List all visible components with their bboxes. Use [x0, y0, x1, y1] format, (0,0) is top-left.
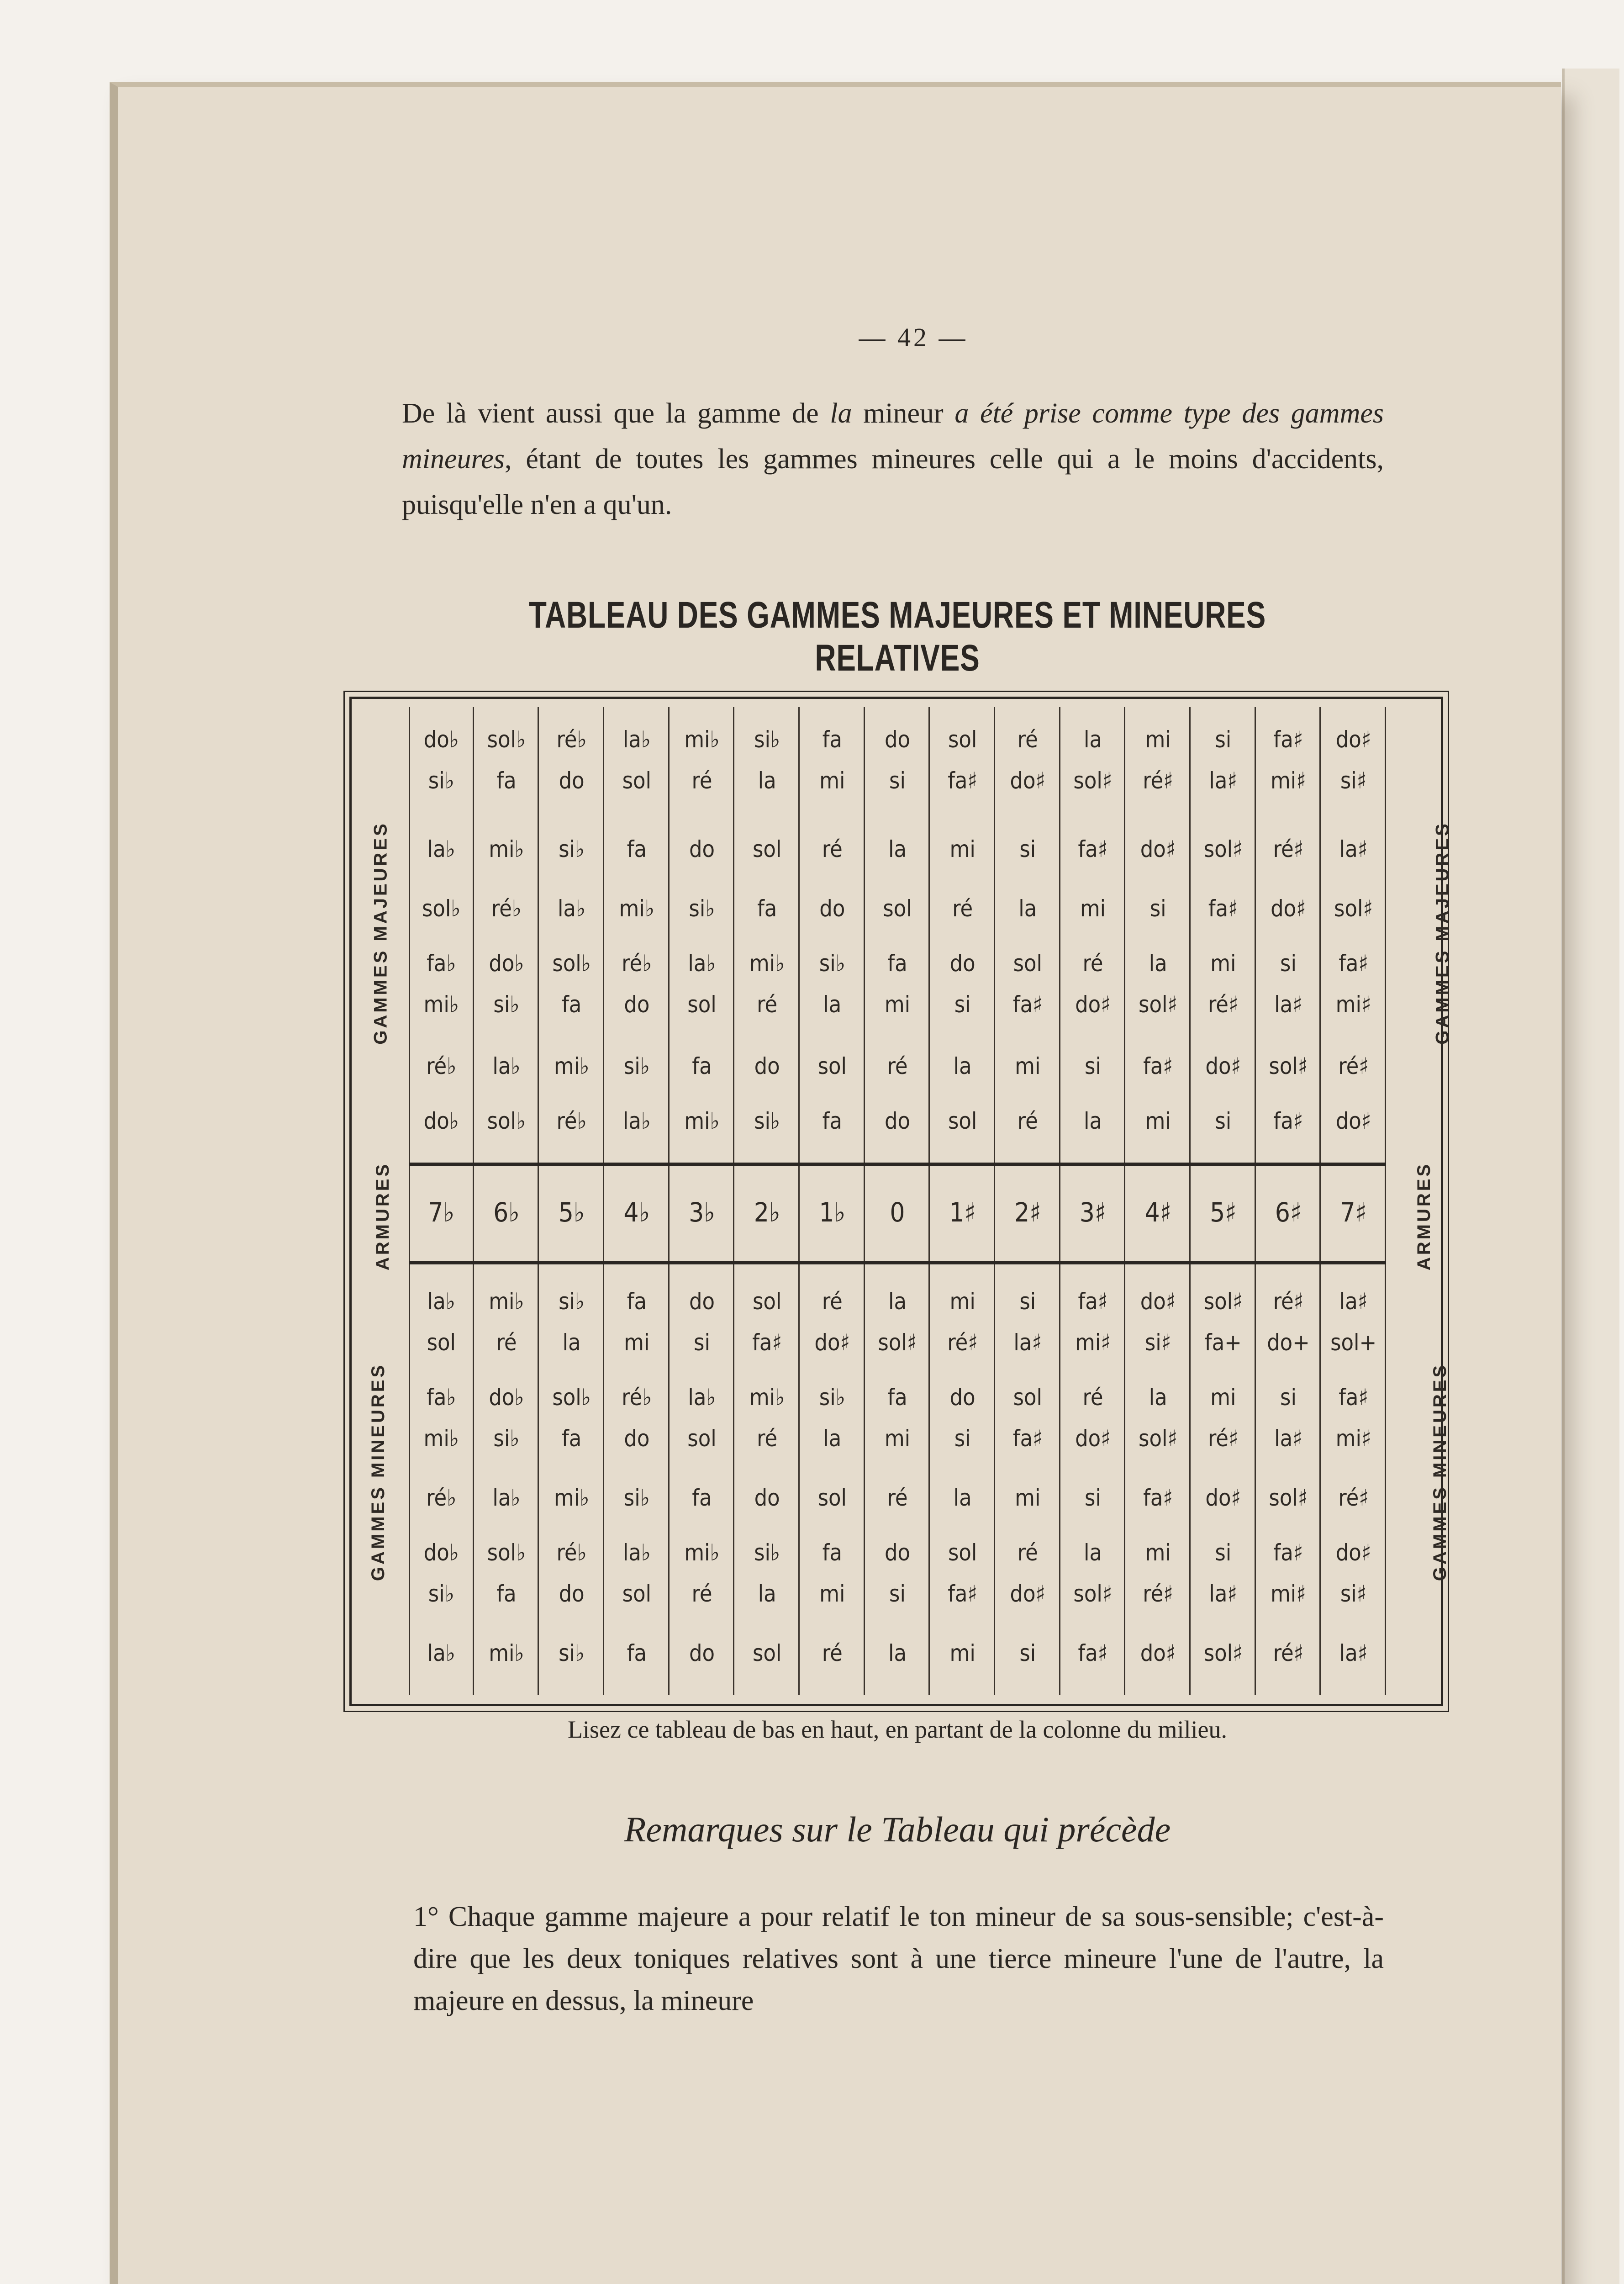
major-rows-row [409, 726, 1386, 767]
note-cell: do♯ [1271, 895, 1306, 922]
note-cell: mi♭ [423, 991, 459, 1018]
remark-paragraph-1: 1° Chaque gamme majeure a pour relatif le ton mineur de sa sous-sensible; c'est-à-dire que les deux toniques relatives sont à une tierce mineure l'une de l'autre, la majeure en dessus, la mineure [413, 1901, 1384, 2016]
note-cell: sol♯ [1139, 991, 1178, 1018]
note-cell: sol [948, 1539, 977, 1566]
note-cell: do+ [1267, 1329, 1310, 1356]
note-cell: fa [627, 1640, 647, 1666]
major-rows-row [409, 1053, 1386, 1108]
note-cell: la♯ [1339, 1288, 1368, 1315]
note-cell: fa♯ [948, 767, 978, 794]
intro-paragraph [402, 391, 1384, 528]
note-cell: la [823, 991, 842, 1018]
note-cell: la [888, 1288, 907, 1315]
major-rows-row [409, 895, 1386, 950]
note-cell: 6♭ [493, 1197, 520, 1228]
note-cell: la [1149, 950, 1167, 977]
note-cell: si♭ [493, 991, 520, 1018]
note-cell: do [819, 895, 845, 922]
note-cell: ré [1017, 1108, 1038, 1134]
note-cell: si [1280, 1384, 1297, 1411]
note-cell: sol [622, 767, 652, 794]
note-cell: do [559, 767, 585, 794]
minor-scales-block [409, 1288, 1386, 1686]
note-cell: mi♭ [619, 895, 655, 922]
note-cell: si [1215, 1108, 1232, 1134]
note-cell: la [1083, 726, 1102, 753]
minor-rows-row [409, 1425, 1386, 1485]
note-cell: ré [887, 1485, 908, 1511]
note-cell: fa♯ [1143, 1485, 1173, 1511]
note-cell: do [624, 1425, 650, 1452]
note-cell: ré♯ [1273, 1640, 1304, 1666]
note-cell: mi [1015, 1485, 1041, 1511]
note-cell: mi♯ [1075, 1329, 1111, 1356]
note-cell: mi [819, 767, 845, 794]
note-cell: la♭ [492, 1485, 521, 1511]
note-cell: mi [819, 1581, 845, 1607]
note-cell: fa [692, 1053, 712, 1079]
note-cell: do♯ [1075, 991, 1111, 1018]
note-cell: mi♭ [489, 1640, 524, 1666]
note-cell: la♯ [1339, 1640, 1368, 1666]
intro-text-3: mineur [852, 398, 955, 429]
note-cell: sol♯ [1139, 1425, 1178, 1452]
note-cell: mi [1015, 1053, 1041, 1079]
minor-rows-row [409, 1581, 1386, 1640]
note-cell: sol♯ [1073, 1581, 1113, 1607]
note-cell: ré♭ [426, 1485, 457, 1511]
note-cell: si [1149, 895, 1166, 922]
note-cell: do [689, 1288, 715, 1315]
note-cell: fa [822, 726, 843, 753]
table-separator-top [409, 1163, 1386, 1166]
note-cell: fa♯ [1078, 1640, 1108, 1666]
note-cell: mi [1210, 950, 1236, 977]
note-cell: 4♭ [623, 1197, 650, 1228]
note-cell: ré [1082, 950, 1103, 977]
note-cell: sol [948, 1108, 977, 1134]
note-cell: si [1085, 1485, 1101, 1511]
note-cell: si♭ [428, 1581, 454, 1607]
note-cell: do [624, 991, 650, 1018]
note-cell: mi [1080, 895, 1106, 922]
minor-rows-row [409, 1288, 1386, 1329]
note-cell: fa+ [1204, 1329, 1242, 1356]
note-cell: fa♯ [1273, 1108, 1303, 1134]
note-cell: ré♯ [1338, 1485, 1369, 1511]
note-cell: sol [752, 1288, 782, 1315]
note-cell: 4♯ [1144, 1197, 1171, 1228]
note-cell: la♭ [427, 1288, 455, 1315]
note-cell: ré [1082, 1384, 1103, 1411]
note-cell: sol♭ [422, 895, 461, 922]
note-cell: si [694, 1329, 710, 1356]
note-cell: fa♯ [1078, 836, 1108, 862]
note-cell: mi♯ [1335, 991, 1371, 1018]
note-cell: ré [822, 836, 843, 862]
note-cell: sol♯ [878, 1329, 917, 1356]
note-cell: si [954, 991, 971, 1018]
note-cell: si♭ [623, 1485, 650, 1511]
major-rows-row [409, 950, 1386, 991]
note-cell: mi♭ [749, 1384, 785, 1411]
note-cell: mi [949, 836, 975, 862]
minor-rows-row [409, 1640, 1386, 1686]
note-cell: mi [949, 1640, 975, 1666]
note-cell: do♯ [1205, 1485, 1241, 1511]
note-cell: sol+ [1330, 1329, 1377, 1356]
note-cell: la [888, 1640, 907, 1666]
note-cell: si♯ [1340, 1581, 1367, 1607]
note-cell: la♭ [688, 950, 716, 977]
note-cell: fa♯ [1012, 991, 1043, 1018]
note-cell: sol♭ [552, 950, 591, 977]
note-cell: fa♯ [1078, 1288, 1108, 1315]
note-cell: 7♭ [428, 1197, 455, 1228]
note-cell: la♯ [1274, 991, 1302, 1018]
side-label-armures-right: ARMURES [1414, 1162, 1434, 1271]
note-cell: 3♭ [689, 1197, 715, 1228]
note-cell: si [1019, 1640, 1036, 1666]
note-cell: si [1215, 726, 1232, 753]
note-cell: fa♯ [1012, 1425, 1043, 1452]
note-cell: la♭ [492, 1053, 521, 1079]
note-cell: do♯ [1140, 836, 1176, 862]
note-cell: mi♯ [1270, 1581, 1307, 1607]
note-cell: do♯ [1010, 767, 1046, 794]
note-cell: 2♯ [1014, 1197, 1041, 1228]
note-cell: mi [1145, 1539, 1171, 1566]
note-cell: mi♭ [489, 836, 524, 862]
note-cell: ré [822, 1288, 843, 1315]
note-cell: ré♯ [1273, 836, 1304, 862]
note-cell: fa♯ [1339, 1384, 1369, 1411]
note-cell: sol♯ [1073, 767, 1113, 794]
table-title: TABLEAU DES GAMMES MAJEURES ET MINEURES RELATIVES [528, 594, 1266, 679]
note-cell: ré♯ [1207, 991, 1239, 1018]
note-cell: la [1083, 1539, 1102, 1566]
note-cell: sol♯ [1269, 1485, 1308, 1511]
note-cell: do [689, 1640, 715, 1666]
note-cell: do♯ [1205, 1053, 1241, 1079]
note-cell: do♭ [489, 950, 524, 977]
note-cell: la [823, 1425, 842, 1452]
note-cell: si♭ [754, 726, 780, 753]
note-cell: fa [561, 991, 582, 1018]
note-cell: 6♯ [1275, 1197, 1302, 1228]
note-cell: ré [757, 991, 778, 1018]
note-cell: sol♯ [1203, 1288, 1243, 1315]
note-cell: ré [691, 1581, 712, 1607]
note-cell: la [953, 1485, 972, 1511]
note-cell: sol [948, 726, 977, 753]
note-cell: mi♭ [554, 1053, 590, 1079]
note-cell: la♭ [622, 726, 651, 753]
note-cell: ré♯ [1143, 1581, 1174, 1607]
note-cell: do♯ [1140, 1640, 1176, 1666]
note-cell: 3♯ [1079, 1197, 1107, 1228]
note-cell: si [1019, 836, 1036, 862]
note-cell: ré♯ [1338, 1053, 1369, 1079]
note-cell: do [689, 836, 715, 862]
minor-rows-row [409, 1384, 1386, 1425]
note-cell: sol [1013, 1384, 1043, 1411]
note-cell: mi♭ [749, 950, 785, 977]
note-cell: la♭ [688, 1384, 716, 1411]
note-cell: la♭ [427, 1640, 455, 1666]
note-cell: sol♭ [487, 1108, 526, 1134]
note-cell: sol♯ [1203, 1640, 1243, 1666]
note-cell: mi♭ [489, 1288, 524, 1315]
note-cell: mi [1145, 726, 1171, 753]
note-cell: ré [691, 767, 712, 794]
note-cell: sol [883, 895, 912, 922]
note-cell: ré [496, 1329, 517, 1356]
note-cell: si [1215, 1539, 1232, 1566]
note-cell: sol [687, 1425, 717, 1452]
note-cell: fa [822, 1108, 843, 1134]
note-cell: si♭ [559, 836, 585, 862]
note-cell: mi♯ [1335, 1425, 1371, 1452]
note-cell: do♯ [814, 1329, 850, 1356]
note-cell: do [559, 1581, 585, 1607]
note-cell: si♭ [819, 950, 845, 977]
note-cell: do♭ [423, 1539, 459, 1566]
note-cell: 5♯ [1210, 1197, 1237, 1228]
note-cell: la♯ [1013, 1329, 1042, 1356]
note-cell: la [953, 1053, 972, 1079]
note-cell: mi [1145, 1108, 1171, 1134]
note-cell: ré♭ [556, 1539, 587, 1566]
note-cell: 1♯ [949, 1197, 976, 1228]
note-cell: ré♯ [1273, 1288, 1304, 1315]
note-cell: sol [752, 1640, 782, 1666]
note-cell: do [949, 950, 975, 977]
note-cell: sol♯ [1334, 895, 1373, 922]
note-cell: sol [817, 1485, 847, 1511]
note-cell: 7♯ [1340, 1197, 1367, 1228]
note-cell: la♯ [1209, 767, 1238, 794]
note-cell: si♭ [754, 1539, 780, 1566]
major-rows-row [409, 836, 1386, 895]
note-cell: mi♭ [554, 1485, 590, 1511]
note-cell: la [562, 1329, 581, 1356]
major-rows-row [409, 767, 1386, 836]
note-cell: la♭ [622, 1539, 651, 1566]
side-label-major-right: GAMMES MAJEURES [1432, 821, 1453, 1045]
note-cell: mi [1210, 1384, 1236, 1411]
note-cell: do [884, 1539, 911, 1566]
note-cell: fa [887, 1384, 907, 1411]
note-cell: fa♭ [427, 950, 456, 977]
note-cell: do [884, 726, 911, 753]
note-cell: do♭ [423, 1108, 459, 1134]
major-rows-row [409, 1108, 1386, 1163]
note-cell: sol [622, 1581, 652, 1607]
note-cell: mi [884, 991, 911, 1018]
note-cell: ré♯ [1207, 1425, 1239, 1452]
note-cell: ré [757, 1425, 778, 1452]
note-cell: si [1280, 950, 1297, 977]
note-cell: si♭ [689, 895, 715, 922]
note-cell: la [758, 767, 776, 794]
note-cell: fa♯ [1339, 950, 1369, 977]
note-cell: fa♯ [948, 1581, 978, 1607]
note-cell: sol♯ [1269, 1053, 1308, 1079]
intro-text-5: , étant de toutes les gammes mineures celle qui a le moins d'accidents, puisqu'elle n'en a qu'un. [402, 444, 1384, 520]
note-cell: ré♭ [622, 950, 652, 977]
minor-rows-row [409, 1539, 1386, 1581]
note-cell: ré♯ [1143, 767, 1174, 794]
note-cell: ré♭ [622, 1384, 652, 1411]
note-cell: do♯ [1335, 1108, 1371, 1134]
note-cell: si♭ [819, 1384, 845, 1411]
note-cell: si♭ [559, 1288, 585, 1315]
note-cell: si [889, 767, 906, 794]
note-cell: si [954, 1425, 971, 1452]
note-cell: fa [561, 1425, 582, 1452]
note-cell: ré♭ [556, 726, 587, 753]
note-cell: la [1018, 895, 1037, 922]
note-cell: la [1149, 1384, 1167, 1411]
table-caption: Lisez ce tableau de bas en haut, en partant de la colonne du milieu. [568, 1716, 1227, 1743]
note-cell: fa [627, 1288, 647, 1315]
note-cell: do♭ [423, 726, 459, 753]
note-cell: si♭ [623, 1053, 650, 1079]
side-label-major-left: GAMMES MAJEURES [370, 821, 391, 1045]
note-cell: si♯ [1144, 1329, 1171, 1356]
note-cell: la♭ [622, 1108, 651, 1134]
note-cell: ré [822, 1640, 843, 1666]
note-cell: fa [887, 950, 907, 977]
note-cell: la♯ [1274, 1425, 1302, 1452]
note-cell: sol♯ [1203, 836, 1243, 862]
intro-text-4: a été prise comme type des gammes mineures [402, 398, 1384, 475]
page-number: — 42 — [859, 323, 968, 352]
note-cell: la♭ [558, 895, 586, 922]
side-label-minor-left: GAMMES MINEURES [368, 1363, 389, 1581]
note-cell: do [754, 1485, 780, 1511]
note-cell: si♯ [1340, 767, 1367, 794]
intro-text-1: De là vient aussi que la gamme de [402, 398, 830, 429]
note-cell: ré♯ [947, 1329, 978, 1356]
note-cell: si [1085, 1053, 1101, 1079]
note-cell: si [1019, 1288, 1036, 1315]
note-cell: fa♯ [1143, 1053, 1173, 1079]
note-cell: do♭ [489, 1384, 524, 1411]
note-cell: sol♭ [487, 726, 526, 753]
note-cell: do [949, 1384, 975, 1411]
note-cell: 2♭ [754, 1197, 780, 1228]
note-cell: do♯ [1075, 1425, 1111, 1452]
note-cell: la♯ [1339, 836, 1368, 862]
note-cell: fa♭ [427, 1384, 456, 1411]
side-label-armures-left: ARMURES [373, 1162, 393, 1271]
note-cell: si [889, 1581, 906, 1607]
note-cell: fa [822, 1539, 843, 1566]
adjacent-page-edge [1562, 69, 1619, 2284]
remarks-heading: Remarques sur le Tableau qui précède [624, 1809, 1171, 1849]
note-cell: fa♯ [752, 1329, 782, 1356]
note-cell: ré [1017, 1539, 1038, 1566]
note-cell: do♯ [1335, 726, 1371, 753]
note-cell: mi♭ [423, 1425, 459, 1452]
note-cell: mi [949, 1288, 975, 1315]
note-cell: ré [1017, 726, 1038, 753]
note-cell: mi♭ [684, 1539, 720, 1566]
note-cell: ré♭ [556, 1108, 587, 1134]
side-label-minor-right: GAMMES MINEURES [1430, 1363, 1450, 1581]
note-cell: 5♭ [558, 1197, 585, 1228]
note-cell: mi♯ [1270, 767, 1307, 794]
note-cell: do♯ [1010, 1581, 1046, 1607]
armures-row [409, 1197, 1386, 1238]
minor-rows-row [409, 1329, 1386, 1384]
note-cell: mi [884, 1425, 911, 1452]
armures-block [409, 1197, 1386, 1238]
note-cell: ré [887, 1053, 908, 1079]
note-cell: fa♯ [1273, 1539, 1303, 1566]
note-cell: sol♭ [552, 1384, 591, 1411]
note-cell: ré♭ [491, 895, 522, 922]
note-cell: si♭ [428, 767, 454, 794]
note-cell: fa [496, 767, 517, 794]
note-cell: sol [817, 1053, 847, 1079]
note-cell: sol [687, 991, 717, 1018]
note-cell: la [888, 836, 907, 862]
note-cell: fa [757, 895, 777, 922]
note-cell: la [758, 1581, 776, 1607]
note-cell: mi♭ [684, 726, 720, 753]
note-cell: si♭ [559, 1640, 585, 1666]
note-cell: 0 [890, 1197, 905, 1228]
note-cell: do [754, 1053, 780, 1079]
major-scales-block [409, 726, 1386, 1163]
note-cell: fa♯ [1273, 726, 1303, 753]
note-cell: ré [952, 895, 973, 922]
note-cell: sol [427, 1329, 456, 1356]
note-cell: mi [624, 1329, 650, 1356]
note-cell: sol [752, 836, 782, 862]
note-cell: fa [692, 1485, 712, 1511]
minor-rows-row [409, 1485, 1386, 1539]
note-cell: do♯ [1140, 1288, 1176, 1315]
table-separator-bottom [409, 1261, 1386, 1264]
note-cell: fa [496, 1581, 517, 1607]
note-cell: la [1083, 1108, 1102, 1134]
note-cell: 1♭ [819, 1197, 846, 1228]
intro-text-2: la [830, 398, 852, 429]
note-cell: do [884, 1108, 911, 1134]
note-cell: fa♯ [1208, 895, 1238, 922]
note-cell: la♭ [427, 836, 455, 862]
note-cell: la♯ [1209, 1581, 1238, 1607]
note-cell: ré♭ [426, 1053, 457, 1079]
note-cell: fa [627, 836, 647, 862]
note-cell: si♭ [754, 1108, 780, 1134]
note-cell: do♯ [1335, 1539, 1371, 1566]
note-cell: sol [1013, 950, 1043, 977]
note-cell: si♭ [493, 1425, 520, 1452]
note-cell: sol♭ [487, 1539, 526, 1566]
note-cell: mi♭ [684, 1108, 720, 1134]
major-rows-row [409, 991, 1386, 1053]
